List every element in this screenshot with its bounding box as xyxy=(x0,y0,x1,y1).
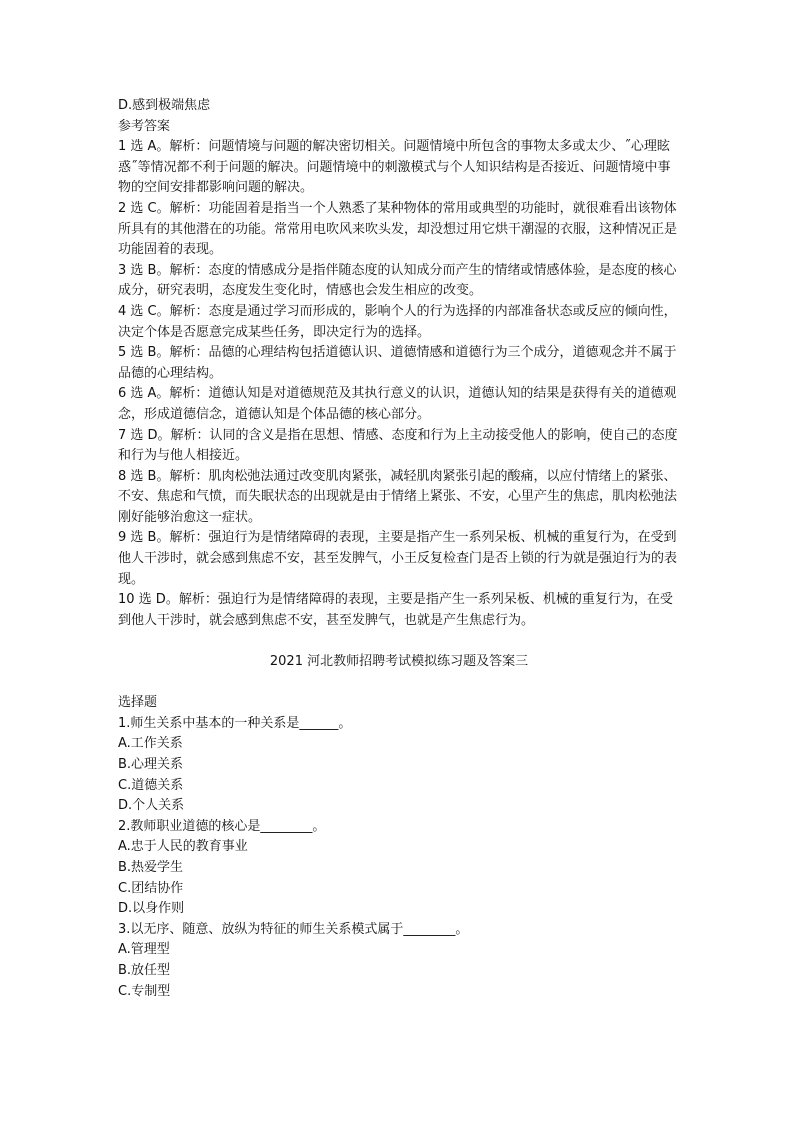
question-option: A.管理型 xyxy=(118,942,170,958)
answer-9: 9 选 B。解析：强迫行为是情绪障碍的表现，主要是指产生一系列呆板、机械的重复行为，在受到他人干涉时，就会感到焦虑不安，甚至发脾气，小王反复检查门是否上锁的行为就是强迫行为的表现。 xyxy=(118,530,678,587)
answer-10: 10 选 D。解析：强迫行为是情绪障碍的表现，主要是指产生一系列呆板、机械的重复行为，在受到他人干涉时，就会感到焦虑不安，甚至发脾气，也就是产生焦虑行为。 xyxy=(118,592,673,628)
answers-heading: 参考答案 xyxy=(118,118,171,134)
question-option: D.个人关系 xyxy=(118,798,185,814)
section-title: 2021 河北教师招聘考试模拟练习题及答案三 xyxy=(269,654,529,670)
answer-4: 4 选 C。解析：态度是通过学习而形成的，影响个人的行为选择的内部准备状态或反应的倾向性，决定个体是否愿意完成某些任务，即决定行为的选择。 xyxy=(118,303,677,340)
answer-6: 6 选 A。解析：道德认知是对道德规范及其执行意义的认识，道德认知的结果是获得有关的道德观念，形成道德信念，道德认知是个体品德的核心部分。 xyxy=(118,386,677,422)
question-option: A.忠于人民的教育事业 xyxy=(118,839,248,855)
answer-7: 7 选 D。解析：认同的含义是指在思想、情感、态度和行为上主动接受他人的影响，使自己的态度和行为与他人相接近。 xyxy=(118,427,678,464)
answer-8: 8 选 B。解析：肌肉松弛法通过改变肌肉紧张，减轻肌肉紧张引起的酸痛，以应付情绪上的紧张、不安、焦虑和气愤，而失眠状态的出现就是由于情绪上紧张、不安，心里产生的焦虑，肌肉松弛法刚好能够治愈这一症状。 xyxy=(118,468,678,525)
question-option: B.心理关系 xyxy=(118,757,184,772)
question-stem: 2.教师职业道德的核心是________。 xyxy=(118,818,326,834)
question-stem: 1.师生关系中基本的一种关系是______。 xyxy=(118,715,352,731)
section-label: 选择题 xyxy=(118,695,158,711)
answer-2: 2 选 C。解析：功能固着是指当一个人熟悉了某种物体的常用或典型的功能时，就很难看出该物体所具有的其他潜在的功能。常常用电吹风来吹头发，却没想过用它烘干潮湿的衣服，这种情况正是功能固着的表现。 xyxy=(118,200,678,258)
question-option: C.道德关系 xyxy=(118,777,184,793)
document-content xyxy=(118,96,680,1002)
question-option: C.团结协作 xyxy=(118,880,184,896)
answer-3: 3 选 B。解析：态度的情感成分是指伴随态度的认知成分而产生的情绪或情感体验，是态度的核心成分，研究表明，态度发生变化时，情感也会发生相应的改变。 xyxy=(118,262,677,299)
question-option: B.放任型 xyxy=(118,962,171,978)
question-option: D.以身作则 xyxy=(118,901,185,917)
answer-5: 5 选 B。解析：品德的心理结构包括道德认识、道德情感和道德行为三个成分，道德观念并不属于品德的心理结构。 xyxy=(118,345,677,381)
question-option: C.专制型 xyxy=(118,983,171,999)
answer-1: 1 选 A。解析：问题情境与问题的解决密切相关。问题情境中所包含的事物太多或太少、˝心理眩惑˝等情况都不利于问题的解决。问题情境中的刺激模式与个人知识结构是否接近、问题情境中事物的空间安排都影响问题的解决。 xyxy=(118,139,671,196)
question-option: A.工作关系 xyxy=(118,736,183,752)
question-option: B.热爱学生 xyxy=(118,859,184,875)
prev-option-d: D.感到极端焦虑 xyxy=(118,98,211,113)
question-stem: 3.以无序、随意、放纵为特征的师生关系模式属于________。 xyxy=(118,921,469,937)
